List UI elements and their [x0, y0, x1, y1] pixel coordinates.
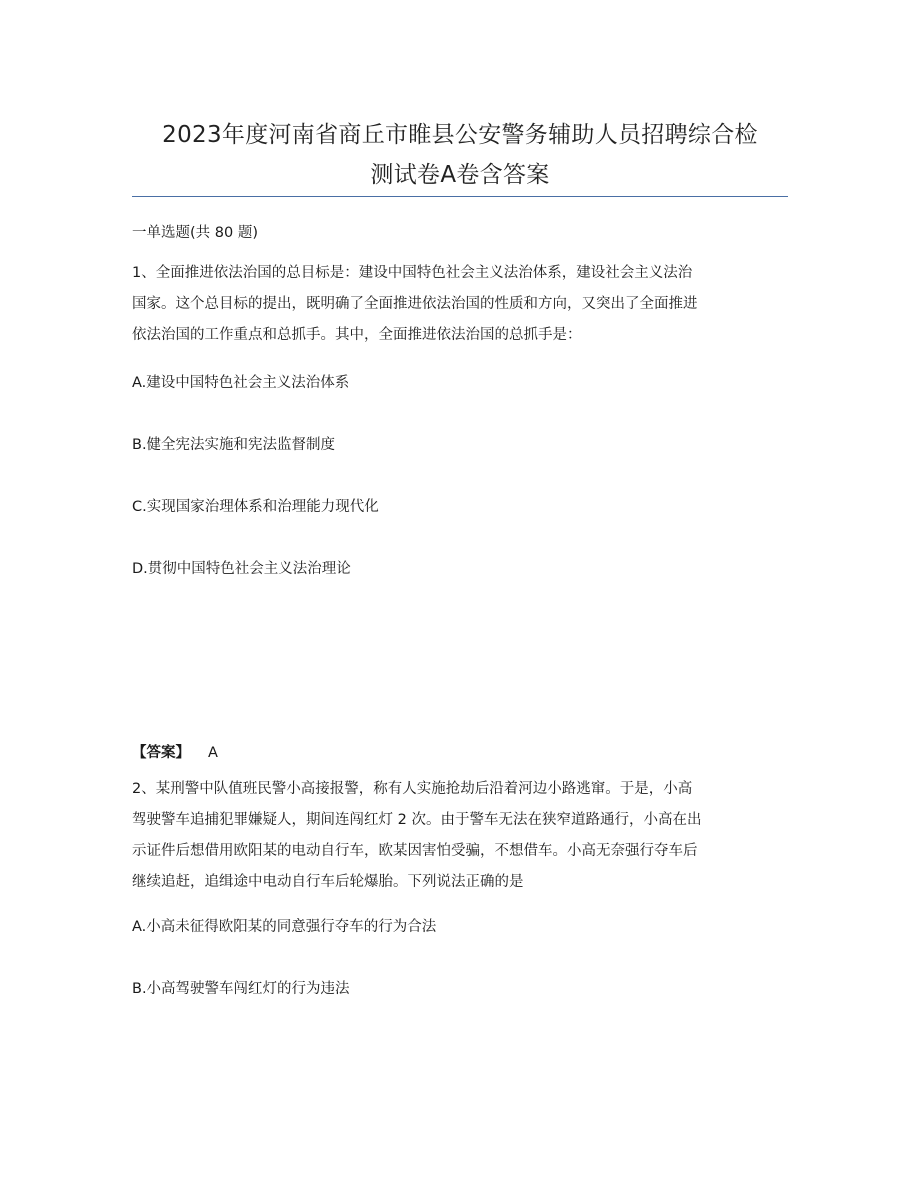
question-2-text-line-1: 2、某刑警中队值班民警小高接报警，称有人实施抢劫后沿着河边小路逃窜。于是，小高: [132, 781, 693, 797]
question-2-text-line-4: 继续追赶，追缉途中电动自行车后轮爆胎。下列说法正确的是: [132, 874, 524, 890]
question-1-option-d: D.贯彻中国特色社会主义法治理论: [132, 561, 351, 577]
question-2-option-a: A.小高未征得欧阳某的同意强行夺车的行为合法: [132, 919, 437, 935]
document-title-line-2: 测试卷A卷含答案: [370, 162, 550, 188]
question-2-text-line-3: 示证件后想借用欧阳某的电动自行车，欧某因害怕受骗，不想借车。小高无奈强行夺车后: [132, 843, 698, 859]
question-1-option-a: A.建设中国特色社会主义法治体系: [132, 375, 350, 391]
section-heading: 一单选题(共 80 题): [132, 225, 258, 241]
question-1-answer: [132, 738, 792, 769]
answer-label: 【答案】: [132, 745, 190, 761]
question-2-option-b: B.小高驾驶警车闯红灯的行为违法: [132, 981, 350, 997]
question-2-text-line-2: 驾驶警车追捕犯罪嫌疑人，期间连闯红灯 2 次。由于警车无法在狭窄道路通行，小高在出: [132, 812, 702, 828]
document-title-line-1: 2023年度河南省商丘市睢县公安警务辅助人员招聘综合检: [162, 122, 758, 148]
question-1-text-line-1: 1、全面推进依法治国的总目标是：建设中国特色社会主义法治体系，建设社会主义法治: [132, 265, 693, 281]
title-divider: [132, 196, 788, 197]
question-1-option-c: C.实现国家治理体系和治理能力现代化: [132, 499, 379, 515]
question-1-option-b: B.健全宪法实施和宪法监督制度: [132, 437, 336, 453]
answer-value: A: [208, 745, 218, 761]
question-1-text-line-3: 依法治国的工作重点和总抓手。其中，全面推进依法治国的总抓手是：: [132, 327, 582, 343]
question-1-text-line-2: 国家。这个总目标的提出，既明确了全面推进依法治国的性质和方向，又突出了全面推进: [132, 296, 698, 312]
